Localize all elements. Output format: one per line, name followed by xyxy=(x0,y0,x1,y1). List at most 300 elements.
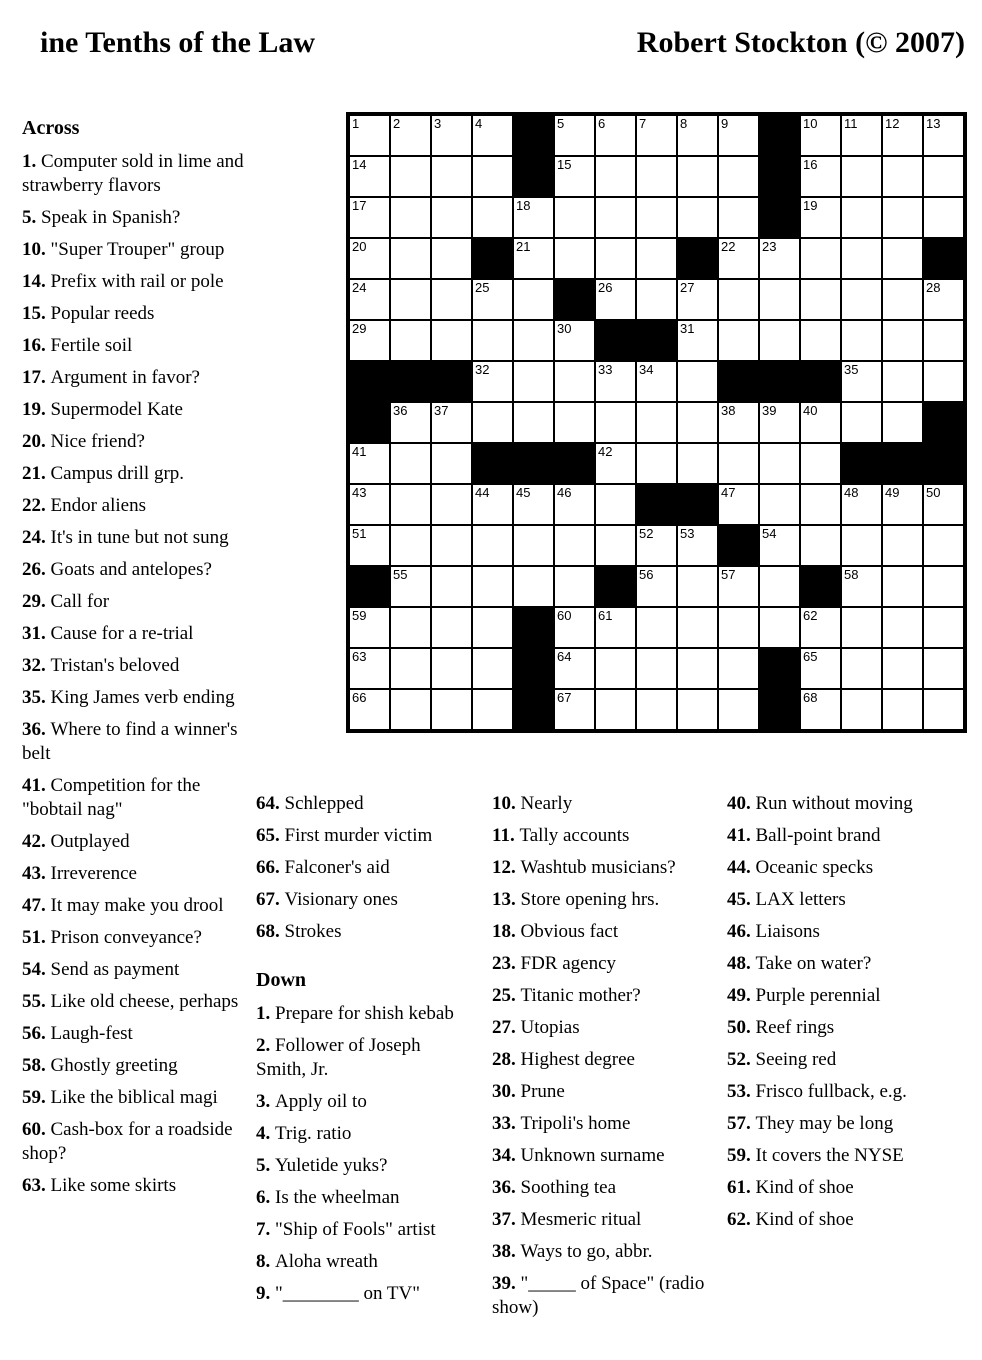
grid-cell[interactable] xyxy=(513,484,554,525)
clue: 48. Take on water? xyxy=(727,953,872,974)
grid-cell[interactable] xyxy=(841,566,882,607)
grid-cell[interactable] xyxy=(554,197,595,238)
clue-number: 30. xyxy=(492,1081,516,1102)
clue: 66. Falconer's aid xyxy=(256,857,390,878)
grid-cell[interactable] xyxy=(431,525,472,566)
cell-number: 46 xyxy=(557,485,572,500)
cell-number: 33 xyxy=(598,362,613,377)
grid-cell[interactable] xyxy=(759,443,800,484)
clue: 20. Nice friend? xyxy=(22,431,145,452)
grid-cell[interactable] xyxy=(841,648,882,689)
grid-cell[interactable] xyxy=(472,402,513,443)
grid-cell[interactable] xyxy=(923,484,964,525)
clue-number: 5. xyxy=(22,207,37,228)
grid-cell[interactable] xyxy=(554,156,595,197)
grid-cell[interactable] xyxy=(800,279,841,320)
grid-cell[interactable] xyxy=(841,525,882,566)
grid-cell[interactable] xyxy=(882,402,923,443)
grid-cell[interactable] xyxy=(718,320,759,361)
clue-number: 38. xyxy=(492,1241,516,1262)
grid-cell[interactable] xyxy=(595,689,636,730)
clue-number: 48. xyxy=(727,953,751,974)
clue: 67. Visionary ones xyxy=(256,889,398,910)
grid-cell[interactable] xyxy=(472,361,513,402)
grid-cell[interactable] xyxy=(882,566,923,607)
grid-cell[interactable] xyxy=(677,279,718,320)
grid-cell[interactable] xyxy=(800,443,841,484)
grid-cell[interactable] xyxy=(677,443,718,484)
grid-cell[interactable] xyxy=(636,361,677,402)
cell-number: 29 xyxy=(352,321,367,336)
grid-cell[interactable] xyxy=(390,607,431,648)
clue-number: 63. xyxy=(22,1175,46,1196)
grid-cell[interactable] xyxy=(841,607,882,648)
cell-number: 6 xyxy=(598,116,606,131)
clue: 5. Yuletide yuks? xyxy=(256,1155,388,1176)
grid-cell[interactable] xyxy=(800,484,841,525)
grid-cell[interactable] xyxy=(923,689,964,730)
grid-cell[interactable] xyxy=(390,648,431,689)
grid-cell[interactable] xyxy=(800,156,841,197)
clue: 3. Apply oil to xyxy=(256,1091,367,1112)
grid-cell[interactable] xyxy=(636,238,677,279)
clue-column-1 xyxy=(22,116,250,1206)
grid-cell[interactable] xyxy=(390,443,431,484)
grid-cell[interactable] xyxy=(923,197,964,238)
cell-number: 25 xyxy=(475,280,490,295)
grid-cell-black xyxy=(513,156,554,197)
grid-cell[interactable] xyxy=(595,525,636,566)
grid-cell[interactable] xyxy=(472,689,513,730)
grid-cell[interactable] xyxy=(800,525,841,566)
grid-cell[interactable] xyxy=(472,648,513,689)
grid-cell[interactable] xyxy=(677,361,718,402)
grid-cell[interactable] xyxy=(800,689,841,730)
grid-cell[interactable] xyxy=(390,525,431,566)
grid-cell-black xyxy=(923,238,964,279)
cell-number: 51 xyxy=(352,526,367,541)
grid-cell[interactable] xyxy=(923,566,964,607)
grid-cell[interactable] xyxy=(718,238,759,279)
grid-cell[interactable] xyxy=(472,156,513,197)
grid-cell[interactable] xyxy=(923,320,964,361)
grid-cell[interactable] xyxy=(882,156,923,197)
grid-cell[interactable] xyxy=(431,279,472,320)
grid-cell[interactable] xyxy=(800,197,841,238)
grid-cell[interactable] xyxy=(882,197,923,238)
grid-cell[interactable] xyxy=(349,443,390,484)
clue: 22. Endor aliens xyxy=(22,495,147,516)
grid-cell[interactable] xyxy=(882,320,923,361)
clue: 50. Reef rings xyxy=(727,1017,835,1038)
cell-number: 40 xyxy=(803,403,818,418)
grid-cell[interactable] xyxy=(882,689,923,730)
grid-cell[interactable] xyxy=(923,648,964,689)
grid-cell[interactable] xyxy=(800,238,841,279)
grid-cell[interactable] xyxy=(841,320,882,361)
grid-cell[interactable] xyxy=(431,443,472,484)
clue: 54. Send as payment xyxy=(22,959,180,980)
grid-cell[interactable] xyxy=(390,689,431,730)
grid-cell[interactable] xyxy=(513,320,554,361)
grid-cell[interactable] xyxy=(472,484,513,525)
grid-cell[interactable] xyxy=(472,279,513,320)
clue-number: 67. xyxy=(256,889,280,910)
clue-number: 54. xyxy=(22,959,46,980)
grid-cell[interactable] xyxy=(554,402,595,443)
grid-cell-black xyxy=(718,525,759,566)
grid-cell[interactable] xyxy=(431,402,472,443)
grid-cell[interactable] xyxy=(718,156,759,197)
grid-cell[interactable] xyxy=(554,361,595,402)
grid-cell[interactable] xyxy=(923,525,964,566)
grid-cell[interactable] xyxy=(431,607,472,648)
grid-cell[interactable] xyxy=(718,648,759,689)
cell-number: 3 xyxy=(434,116,442,131)
grid-cell[interactable] xyxy=(431,566,472,607)
grid-cell[interactable] xyxy=(759,320,800,361)
clue-number: 37. xyxy=(492,1209,516,1230)
grid-cell[interactable] xyxy=(718,115,759,156)
grid-cell[interactable] xyxy=(718,484,759,525)
grid-cell[interactable] xyxy=(800,607,841,648)
grid-cell[interactable] xyxy=(554,566,595,607)
grid-cell[interactable] xyxy=(841,115,882,156)
grid-cell[interactable] xyxy=(636,197,677,238)
grid-cell[interactable] xyxy=(431,238,472,279)
cell-number: 41 xyxy=(352,444,367,459)
cell-number: 19 xyxy=(803,198,818,213)
grid-cell[interactable] xyxy=(554,648,595,689)
grid-cell[interactable] xyxy=(841,279,882,320)
cell-number: 30 xyxy=(557,321,572,336)
clue-number: 68. xyxy=(256,921,280,942)
cell-number: 13 xyxy=(926,116,941,131)
grid-cell[interactable] xyxy=(595,607,636,648)
clue-number: 43. xyxy=(22,863,46,884)
grid-cell[interactable] xyxy=(513,361,554,402)
grid-cell[interactable] xyxy=(349,115,390,156)
grid-cell[interactable] xyxy=(390,566,431,607)
grid-cell[interactable] xyxy=(513,402,554,443)
grid-cell[interactable] xyxy=(431,689,472,730)
grid-cell[interactable] xyxy=(882,115,923,156)
clue-number: 52. xyxy=(727,1049,751,1070)
grid-cell[interactable] xyxy=(882,648,923,689)
grid-cell[interactable] xyxy=(595,197,636,238)
grid-cell[interactable] xyxy=(554,115,595,156)
grid-cell[interactable] xyxy=(923,156,964,197)
cell-number: 54 xyxy=(762,526,777,541)
grid-cell[interactable] xyxy=(349,238,390,279)
grid-cell[interactable] xyxy=(636,115,677,156)
grid-cell[interactable] xyxy=(595,484,636,525)
grid-cell[interactable] xyxy=(554,320,595,361)
clue: 29. Call for xyxy=(22,591,110,612)
clue-number: 1. xyxy=(256,1003,271,1024)
grid-cell[interactable] xyxy=(718,607,759,648)
grid-cell[interactable] xyxy=(800,402,841,443)
grid-cell[interactable] xyxy=(349,607,390,648)
grid-cell[interactable] xyxy=(718,566,759,607)
grid-cell[interactable] xyxy=(349,279,390,320)
clue: 58. Ghostly greeting xyxy=(22,1055,178,1076)
clue-number: 53. xyxy=(727,1081,751,1102)
grid-cell[interactable] xyxy=(595,115,636,156)
grid-cell[interactable] xyxy=(554,689,595,730)
grid-cell[interactable] xyxy=(472,607,513,648)
grid-cell[interactable] xyxy=(595,443,636,484)
clue: 65. First murder victim xyxy=(256,825,433,846)
grid-cell[interactable] xyxy=(923,279,964,320)
grid-cell[interactable] xyxy=(595,402,636,443)
clue: 56. Laugh-fest xyxy=(22,1023,133,1044)
cell-number: 15 xyxy=(557,157,572,172)
down-header: Down xyxy=(256,969,307,991)
grid-cell[interactable] xyxy=(882,484,923,525)
grid-cell[interactable] xyxy=(472,197,513,238)
clue: 24. It's in tune but not sung xyxy=(22,527,229,548)
grid-cell[interactable] xyxy=(554,238,595,279)
grid-cell[interactable] xyxy=(677,197,718,238)
grid-cell[interactable] xyxy=(759,566,800,607)
grid-cell[interactable] xyxy=(472,525,513,566)
clue: 44. Oceanic specks xyxy=(727,857,874,878)
grid-cell[interactable] xyxy=(431,115,472,156)
grid-cell[interactable] xyxy=(841,238,882,279)
grid-cell[interactable] xyxy=(841,402,882,443)
grid-cell[interactable] xyxy=(390,197,431,238)
grid-cell[interactable] xyxy=(923,607,964,648)
grid-cell[interactable] xyxy=(431,320,472,361)
grid-cell[interactable] xyxy=(759,484,800,525)
grid-cell[interactable] xyxy=(841,197,882,238)
clue: 9. "________ on TV" xyxy=(256,1283,420,1304)
clue-number: 8. xyxy=(256,1251,271,1272)
clue-number: 23. xyxy=(492,953,516,974)
grid-cell[interactable] xyxy=(677,402,718,443)
grid-cell-black xyxy=(636,320,677,361)
clue-number: 10. xyxy=(492,793,516,814)
grid-cell[interactable] xyxy=(882,361,923,402)
cell-number: 64 xyxy=(557,649,572,664)
grid-cell[interactable] xyxy=(800,648,841,689)
grid-cell[interactable] xyxy=(390,320,431,361)
clue-number: 56. xyxy=(22,1023,46,1044)
grid-cell[interactable] xyxy=(390,279,431,320)
grid-cell[interactable] xyxy=(677,566,718,607)
grid-cell[interactable] xyxy=(636,648,677,689)
clue: 40. Run without moving xyxy=(727,793,913,814)
grid-cell[interactable] xyxy=(554,607,595,648)
grid-cell[interactable] xyxy=(677,320,718,361)
cell-number: 28 xyxy=(926,280,941,295)
clue: 28. Highest degree xyxy=(492,1049,635,1070)
cell-number: 11 xyxy=(844,116,858,131)
grid-cell[interactable] xyxy=(595,279,636,320)
cell-number: 36 xyxy=(393,403,408,418)
grid-cell-black xyxy=(349,361,390,402)
grid-cell[interactable] xyxy=(759,238,800,279)
grid-cell[interactable] xyxy=(390,238,431,279)
grid-cell[interactable] xyxy=(718,402,759,443)
clue: 31. Cause for a re-trial xyxy=(22,623,194,644)
grid-cell[interactable] xyxy=(513,238,554,279)
grid-cell[interactable] xyxy=(349,156,390,197)
grid-cell[interactable] xyxy=(636,689,677,730)
clue: 46. Liaisons xyxy=(727,921,820,942)
grid-cell-black xyxy=(759,156,800,197)
grid-cell[interactable] xyxy=(677,689,718,730)
grid-cell[interactable] xyxy=(390,156,431,197)
grid-cell[interactable] xyxy=(390,402,431,443)
grid-cell[interactable] xyxy=(677,607,718,648)
grid-cell[interactable] xyxy=(513,525,554,566)
clue: 35. King James verb ending xyxy=(22,687,235,708)
grid-cell[interactable] xyxy=(349,197,390,238)
grid-cell[interactable] xyxy=(800,115,841,156)
cell-number: 9 xyxy=(721,116,729,131)
cell-number: 21 xyxy=(516,239,531,254)
grid-cell[interactable] xyxy=(431,484,472,525)
cell-number: 43 xyxy=(352,485,367,500)
clue-number: 4. xyxy=(256,1123,271,1144)
grid-cell[interactable] xyxy=(923,361,964,402)
clue: 57. They may be long xyxy=(727,1113,894,1134)
cell-number: 38 xyxy=(721,403,736,418)
clue: 41. Competition for the "bobtail nag" xyxy=(22,775,201,820)
grid-cell[interactable] xyxy=(595,238,636,279)
grid-cell[interactable] xyxy=(923,115,964,156)
grid-cell[interactable] xyxy=(882,607,923,648)
grid-cell[interactable] xyxy=(472,320,513,361)
grid-cell[interactable] xyxy=(431,156,472,197)
grid-cell[interactable] xyxy=(472,566,513,607)
clue-number: 21. xyxy=(22,463,46,484)
clue-number: 17. xyxy=(22,367,46,388)
grid-cell[interactable] xyxy=(882,238,923,279)
grid-cell-black xyxy=(800,361,841,402)
grid-cell[interactable] xyxy=(882,279,923,320)
grid-cell[interactable] xyxy=(841,361,882,402)
clue: 16. Fertile soil xyxy=(22,335,133,356)
grid-cell[interactable] xyxy=(431,197,472,238)
clue: 1. Prepare for shish kebab xyxy=(256,1003,454,1024)
grid-cell[interactable] xyxy=(841,689,882,730)
grid-cell[interactable] xyxy=(841,156,882,197)
grid-cell[interactable] xyxy=(800,320,841,361)
grid-cell[interactable] xyxy=(349,689,390,730)
cell-number: 27 xyxy=(680,280,695,295)
grid-cell[interactable] xyxy=(677,156,718,197)
grid-cell[interactable] xyxy=(841,484,882,525)
clue: 41. Ball-point brand xyxy=(727,825,881,846)
grid-cell[interactable] xyxy=(554,484,595,525)
grid-cell-black xyxy=(349,402,390,443)
grid-cell[interactable] xyxy=(349,484,390,525)
cell-number: 57 xyxy=(721,567,736,582)
grid-cell[interactable] xyxy=(718,197,759,238)
grid-cell[interactable] xyxy=(636,443,677,484)
clue-number: 11. xyxy=(492,825,515,846)
cell-number: 5 xyxy=(557,116,565,131)
grid-cell[interactable] xyxy=(882,525,923,566)
clue: 42. Outplayed xyxy=(22,831,130,852)
clue-number: 14. xyxy=(22,271,46,292)
clue: 10. "Super Trouper" group xyxy=(22,239,225,260)
grid-cell[interactable] xyxy=(636,525,677,566)
clue-number: 12. xyxy=(492,857,516,878)
clue-number: 27. xyxy=(492,1017,516,1038)
clue-number: 16. xyxy=(22,335,46,356)
grid-cell[interactable] xyxy=(677,648,718,689)
grid-cell[interactable] xyxy=(759,525,800,566)
clue: 51. Prison conveyance? xyxy=(22,927,202,948)
grid-cell[interactable] xyxy=(595,648,636,689)
grid-cell[interactable] xyxy=(472,115,513,156)
cell-number: 49 xyxy=(885,485,900,500)
grid-cell[interactable] xyxy=(759,607,800,648)
clue: 61. Kind of shoe xyxy=(727,1177,854,1198)
grid-cell[interactable] xyxy=(718,689,759,730)
clue-number: 36. xyxy=(22,719,46,740)
clue: 5. Speak in Spanish? xyxy=(22,207,181,228)
grid-cell[interactable] xyxy=(390,484,431,525)
grid-cell[interactable] xyxy=(677,525,718,566)
grid-cell[interactable] xyxy=(349,525,390,566)
grid-cell[interactable] xyxy=(595,156,636,197)
grid-cell[interactable] xyxy=(390,115,431,156)
grid-cell[interactable] xyxy=(513,279,554,320)
clue-number: 47. xyxy=(22,895,46,916)
grid-cell[interactable] xyxy=(595,361,636,402)
grid-cell[interactable] xyxy=(349,648,390,689)
clue-number: 55. xyxy=(22,991,46,1012)
grid-cell[interactable] xyxy=(431,648,472,689)
grid-cell[interactable] xyxy=(636,156,677,197)
cell-number: 10 xyxy=(803,116,818,131)
clue-number: 13. xyxy=(492,889,516,910)
clue: 15. Popular reeds xyxy=(22,303,155,324)
grid-cell[interactable] xyxy=(554,525,595,566)
clue-number: 64. xyxy=(256,793,280,814)
cell-number: 2 xyxy=(393,116,401,131)
grid-cell[interactable] xyxy=(513,566,554,607)
grid-cell[interactable] xyxy=(636,566,677,607)
cell-number: 39 xyxy=(762,403,777,418)
clue: 62. Kind of shoe xyxy=(727,1209,854,1230)
clue-number: 39. xyxy=(492,1273,516,1294)
grid-cell[interactable] xyxy=(759,279,800,320)
grid-cell[interactable] xyxy=(636,279,677,320)
clue-number: 49. xyxy=(727,985,751,1006)
grid-cell[interactable] xyxy=(513,197,554,238)
clue: 32. Tristan's beloved xyxy=(22,655,180,676)
crossword-grid xyxy=(346,112,967,733)
grid-cell[interactable] xyxy=(349,320,390,361)
cell-number: 68 xyxy=(803,690,818,705)
grid-cell[interactable] xyxy=(677,115,718,156)
cell-number: 50 xyxy=(926,485,941,500)
clue: 49. Purple perennial xyxy=(727,985,881,1006)
grid-cell[interactable] xyxy=(718,443,759,484)
grid-cell[interactable] xyxy=(636,402,677,443)
clue: 11. Tally accounts xyxy=(492,825,630,846)
grid-cell[interactable] xyxy=(718,279,759,320)
grid-cell[interactable] xyxy=(636,607,677,648)
clue-number: 32. xyxy=(22,655,46,676)
grid-cell[interactable] xyxy=(759,402,800,443)
